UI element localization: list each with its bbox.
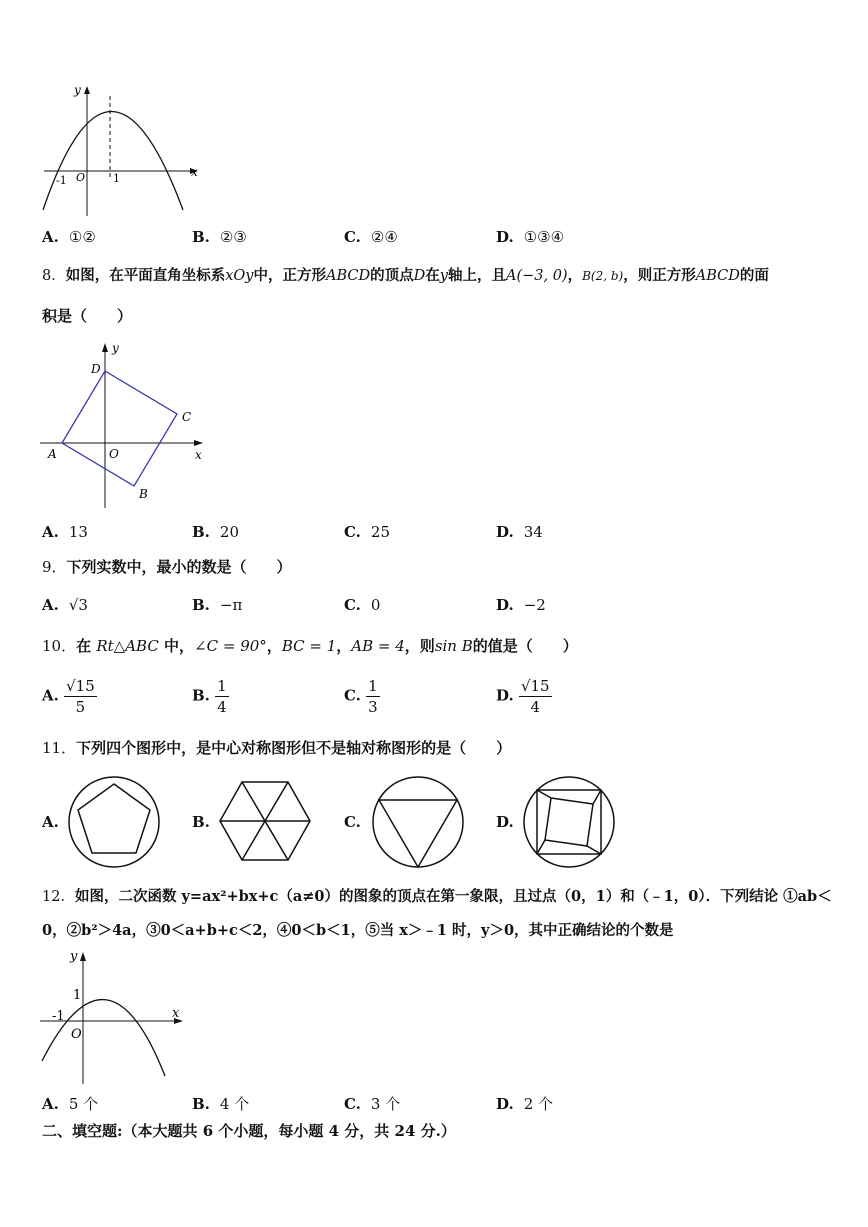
pentagon-in-circle-icon: [66, 774, 162, 870]
q10-stem: 10．在 Rt△ABC 中，∠C = 90°，BC = 1，AB = 4，则sin B的值是（ ）: [42, 637, 578, 655]
y-axis-arrow-icon: [84, 86, 90, 94]
label-y: y: [112, 341, 119, 355]
q12-stem-line2: 0，②b²＞4a，③0＜a+b+c＜2，④0＜b＜1，⑤当 x＞﹣1 时，y＞0，其中正确结论的个数是: [42, 922, 674, 939]
q12-option-c[interactable]: C. 3 个: [344, 1095, 401, 1113]
q12-parabola-graph: [38, 946, 188, 1086]
square-abcd: [62, 371, 177, 486]
q10-option-b[interactable]: B. $\frac{1}{4}$: [192, 677, 227, 716]
q9-stem: 9．下列实数中，最小的数是（ ）: [42, 558, 292, 576]
q8-option-d[interactable]: D. 34: [496, 523, 543, 541]
y-axis-label: y: [70, 949, 78, 964]
q9-option-a[interactable]: A. √3: [42, 596, 88, 614]
option-value: ②③: [219, 228, 247, 246]
q11-option-d[interactable]: D.: [496, 813, 514, 831]
fraction: $\frac{√15}{5}$: [66, 677, 95, 716]
option-letter: D.: [496, 228, 514, 246]
root-label: -1: [52, 1009, 65, 1024]
option-value: ①③④: [523, 228, 565, 246]
triangle-in-circle-icon: [370, 774, 466, 870]
q11-stem: 11．下列四个图形中，是中心对称图形但不是轴对称图形的是（ ）: [42, 739, 512, 757]
y-intercept-label: 1: [73, 988, 82, 1003]
symmetry-tick-label: 1: [113, 172, 120, 185]
label-x: x: [195, 448, 202, 462]
fraction: $\frac{√15}{4}$: [520, 677, 550, 716]
q8-option-a[interactable]: A. 13: [42, 523, 88, 541]
q9-option-d[interactable]: D. −2: [496, 596, 546, 614]
q12-option-d[interactable]: D. 2 个: [496, 1095, 554, 1113]
q7-option-b[interactable]: [192, 228, 247, 246]
q8-option-c[interactable]: C. 25: [344, 523, 390, 541]
q12-option-a[interactable]: A. 5 个: [42, 1095, 99, 1113]
y-axis-arrow-icon: [102, 343, 108, 352]
q9-option-b[interactable]: B. −π: [192, 596, 243, 614]
q10-option-a[interactable]: A. $\frac{√15}{5}$: [42, 677, 95, 716]
label-b: B: [139, 487, 148, 501]
origin-label: O: [76, 171, 86, 184]
option-letter: A.: [42, 228, 59, 246]
q8-stem-line1: 8．如图，在平面直角坐标系xOy中，正方形ABCD的顶点D在y轴上，且A(−3, 0)，B(2, b)，则正方形ABCD的面: [42, 267, 769, 284]
label-o: O: [109, 447, 119, 461]
y-axis-label: y: [74, 83, 81, 97]
y-axis-arrow-icon: [80, 952, 86, 961]
fraction: $\frac{1}{4}$: [217, 677, 227, 716]
q11-option-a[interactable]: A.: [42, 813, 59, 831]
root-label: -1: [56, 174, 67, 187]
q7-option-a[interactable]: [42, 228, 96, 246]
origin-label: O: [71, 1027, 82, 1042]
hexagon-divided-icon: [218, 778, 312, 864]
q7-option-d[interactable]: [496, 228, 564, 246]
q8-square-figure: [38, 338, 210, 510]
fraction: $\frac{1}{3}$: [368, 677, 378, 716]
x-axis-label: x: [191, 165, 198, 179]
q7-parabola-graph: [38, 78, 208, 218]
label-d: D: [91, 362, 101, 376]
q11-option-b[interactable]: B.: [192, 813, 210, 831]
pinwheel-square-icon: [521, 774, 617, 870]
label-c: C: [182, 410, 192, 424]
option-value: ②④: [370, 228, 398, 246]
q9-option-c[interactable]: C. 0: [344, 596, 381, 614]
parabola-curve: [43, 112, 183, 211]
label-a: A: [48, 447, 57, 461]
q12-option-b[interactable]: B. 4 个: [192, 1095, 250, 1113]
option-value: ①②: [68, 228, 96, 246]
section-title: 二、填空题:（本大题共 6 个小题，每小题 4 分，共 24 分.）: [42, 1122, 456, 1140]
q8-stem-line2: 积是（ ）: [42, 307, 133, 325]
x-axis-label: x: [172, 1006, 180, 1021]
q10-option-d[interactable]: D. $\frac{√15}{4}$: [496, 677, 550, 716]
q8-option-b[interactable]: B. 20: [192, 523, 239, 541]
x-axis-arrow-icon: [194, 440, 203, 446]
option-letter: B.: [192, 228, 210, 246]
q10-option-c[interactable]: C. $\frac{1}{3}$: [344, 677, 378, 716]
q12-stem-line1: 12．如图，二次函数 y=ax²+bx+c（a≠0）的图象的顶点在第一象限，且过点（0，1）和（﹣1，0）．下列结论 ①ab＜: [42, 888, 832, 905]
q11-option-c[interactable]: C.: [344, 813, 361, 831]
q7-option-c[interactable]: [344, 228, 398, 246]
option-letter: C.: [344, 228, 361, 246]
